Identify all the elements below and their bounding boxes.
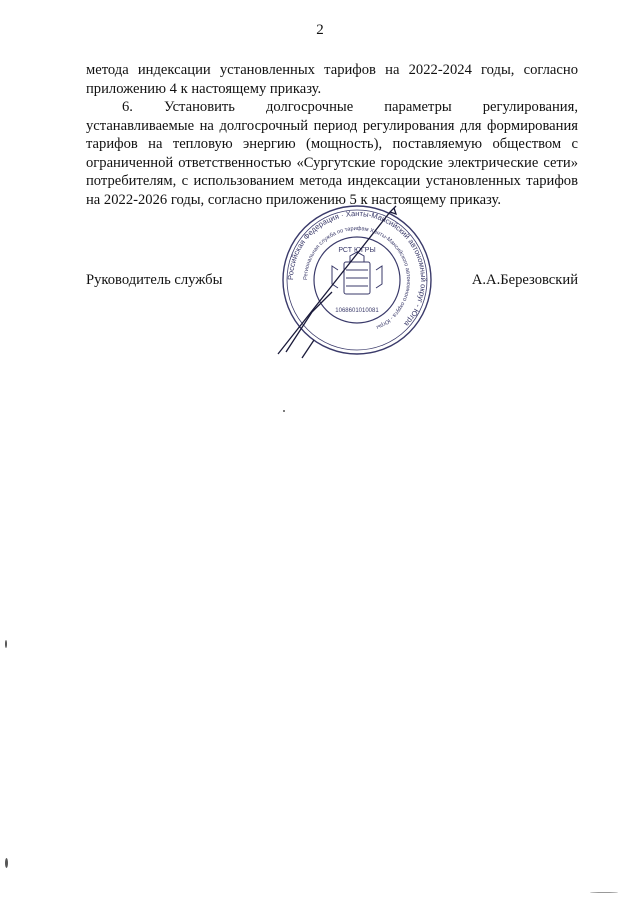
paragraph-continuation: метода индексации установленных тарифов на 2022-2024 годы, согласно приложению 4 к настоящему приказу. xyxy=(86,62,578,97)
seal-abbreviation: РСТ ЮГРЫ xyxy=(338,247,376,254)
seal-ogrn: 1068601010081 xyxy=(335,308,379,314)
signatory-name: А.А.Березовский xyxy=(471,272,578,288)
signature-stroke xyxy=(278,206,396,358)
page-number: 2 xyxy=(316,22,324,38)
seal-inner-text: Региональная служба по тарифам Ханты-Мансийского автономного округа - Югры xyxy=(302,225,412,330)
coat-of-arms-icon xyxy=(332,252,382,294)
paragraph-item-number: 6. xyxy=(122,99,133,115)
scan-speck xyxy=(5,640,7,648)
scan-speck xyxy=(590,892,618,893)
official-seal xyxy=(272,200,442,360)
seal-outer-text: Российская Федерация · Ханты-Мансийский автономный округ - Югра xyxy=(285,208,429,329)
scan-speck xyxy=(5,858,8,868)
paragraph-item-6 xyxy=(86,98,578,210)
scan-speck xyxy=(283,410,285,412)
seal-graphic xyxy=(272,200,442,360)
signatory-position: Руководитель службы xyxy=(86,272,223,288)
paragraph-item-text: Установить долгосрочные параметры регулирования, устанавливаемые на долгосрочный период регулирования для формирования тарифов на тепловую энергию (мощность), поставляемую обществом с ограниченной ответственностью «Сургутские городские электрические сети» потребителям, с использованием метода индексации установленных тарифов на 2022-2026 годы, согласно приложению 5 к настоящему приказу. xyxy=(86,99,578,208)
